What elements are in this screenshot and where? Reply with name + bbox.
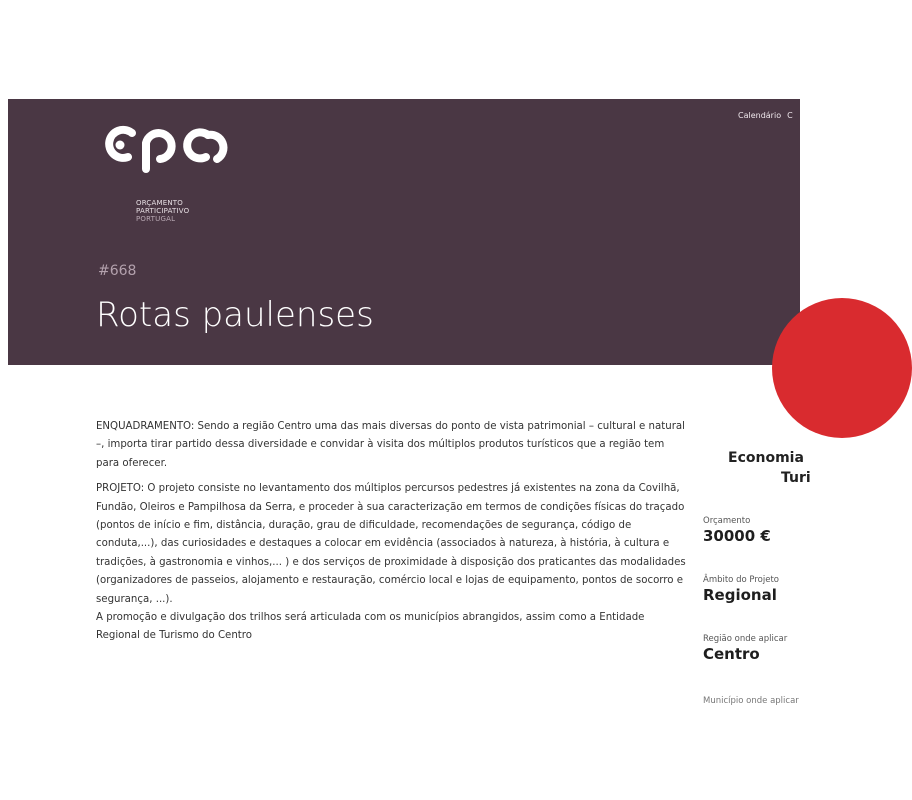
- project-sidebar: [703, 448, 811, 664]
- budget-label: Orçamento: [703, 516, 751, 526]
- logo-line-2: PARTICIPATIVO: [136, 207, 190, 215]
- region-field: [703, 634, 800, 664]
- project-id: #668: [98, 263, 137, 279]
- area-line-2: Turi: [781, 470, 811, 486]
- nav-item-cut[interactable]: C: [787, 111, 793, 120]
- project-description: [96, 418, 688, 653]
- budget-field: [703, 516, 800, 546]
- page-title: Rotas paulenses: [96, 295, 374, 335]
- project-area: [703, 448, 811, 488]
- scope-value: Regional: [703, 586, 777, 604]
- top-nav: [738, 111, 800, 120]
- budget-value: 30000 €: [703, 527, 771, 545]
- municipality-label-cut: Município onde aplicar: [703, 696, 799, 706]
- area-line-1: Economia: [728, 450, 804, 466]
- paragraph-projeto: PROJETO: O projeto consiste no levantamento dos múltiplos percursos pedestres já existentes na zona da Covilhã, Fundão, Oleiros e Pampilhosa da Serra, e proceder à sua caracterização em termos de condições físicas do traçado (pontos de início e fim, distância, duração, grau de dificuldade, recomendações de segurança, código de conduta,...), das curiosidades e destaques a colocar em evidência (associados à natureza, à história, à cultura e tradições, à gastronomia e vinhos,... ) e dos serviços de proximidade à disposição dos praticantes das modalidades (organizadores de passeios, alojamento e restauração, comércio local e lojas de equipamento, pontos de socorro e segurança, ...).: [96, 483, 686, 605]
- paragraph-promocao: A promoção e divulgação dos trilhos será articulada com os municípios abrangidos, assim como a Entidade Regional de Turismo do Centro: [96, 612, 645, 642]
- opp-logo-icon: [96, 113, 232, 183]
- scope-label: Âmbito do Projeto: [703, 575, 779, 585]
- site-logo[interactable]: [96, 113, 236, 223]
- logo-line-1: ORÇAMENTO: [136, 199, 183, 207]
- project-header: [8, 99, 800, 365]
- category-badge: [772, 298, 912, 438]
- region-value: Centro: [703, 645, 760, 663]
- region-label: Região onde aplicar: [703, 634, 788, 644]
- scope-field: [703, 575, 800, 605]
- nav-item-calendario[interactable]: Calendário: [738, 111, 782, 120]
- paragraph-enquadramento: ENQUADRAMENTO: Sendo a região Centro uma das mais diversas do ponto de vista patrimonial – cultural e natural –, importa tirar partido dessa diversidade e convidar à visita dos múltiplos produtos turísticos que a região tem para oferecer.: [96, 421, 685, 469]
- logo-line-3: PORTUGAL: [136, 215, 176, 223]
- logo-wordmark: [136, 199, 189, 223]
